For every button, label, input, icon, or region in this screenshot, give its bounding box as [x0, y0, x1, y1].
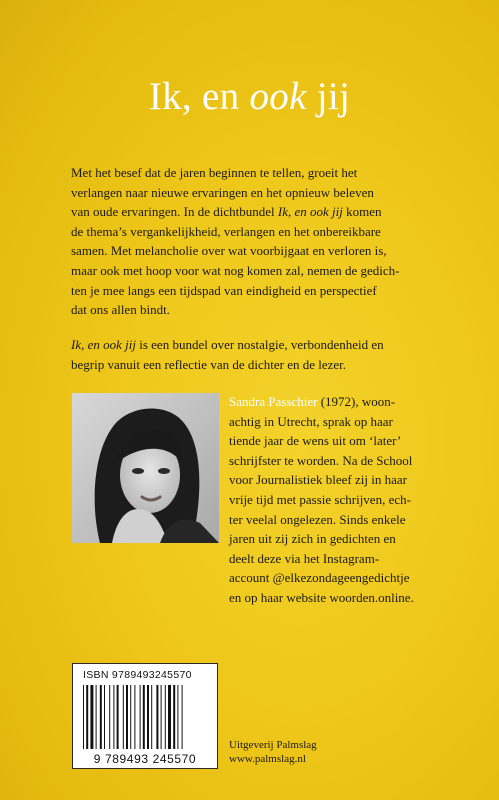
bio-line: en op haar website woorden.online.: [229, 589, 414, 605]
barcode-bar: [126, 685, 128, 749]
barcode-bar: [161, 685, 162, 749]
bio-line: vrije tijd met passie schrijven, ech-: [229, 491, 411, 507]
barcode-digits: 9 789493 245570: [93, 752, 197, 766]
barcode-bar: [104, 685, 105, 749]
barcode-bar: [130, 685, 131, 749]
isbn-barcode: [72, 663, 218, 769]
barcode-bar: [96, 685, 97, 749]
publisher-name: Uitgeverij Palmslag: [229, 739, 317, 751]
blurb-line: verlangen naar nieuwe ervaringen en het opnieuw beleven: [71, 184, 374, 200]
barcode-bar: [123, 685, 124, 749]
title-part-3: jij: [306, 75, 351, 118]
barcode-bar: [100, 685, 102, 749]
blurb-paragraph-1: [71, 163, 431, 320]
barcode-bar: [173, 685, 175, 749]
barcode-bar: [143, 685, 145, 749]
barcode-bar: [147, 685, 149, 749]
barcode-bar: [140, 685, 141, 749]
publisher-info: [229, 738, 317, 766]
blurb-line: de thema’s vergankelijkheid, verlangen en het onbereikbare: [71, 223, 381, 239]
barcode-bar: [109, 685, 110, 749]
isbn-number: ISBN 9789493245570: [83, 669, 192, 681]
barcode-bar: [117, 685, 119, 749]
blurb-line: ten je mee langs een tijdspad van eindigheid en perspectief: [71, 282, 377, 298]
blurb-line: is een bundel over nostalgie, verbondenheid en: [135, 337, 384, 352]
barcode-bar: [86, 685, 88, 749]
blurb-line: begrip vanuit een reflectie van de dichter en de lezer.: [71, 356, 347, 372]
bio-line: (1972), woon-: [317, 394, 396, 409]
barcode-bar: [177, 685, 178, 749]
bio-line: ter veelal ongelezen. Sinds enkele: [229, 511, 406, 527]
publisher-website: www.palmslag.nl: [229, 753, 306, 765]
author-bio: [229, 392, 437, 608]
bio-line: account @elkezondageengedichtje: [229, 570, 410, 586]
title-part-1: Ik, en: [148, 75, 250, 118]
blurb-paragraph-2: [71, 335, 431, 374]
barcode-bar: [165, 685, 166, 749]
author-photo: [72, 393, 219, 543]
bio-line: achtig in Utrecht, sprak op haar: [229, 413, 393, 429]
blurb-line: dat ons allen bindt.: [71, 302, 170, 318]
blurb-line: van oude ervaringen. In de dichtbundel: [71, 204, 278, 220]
blurb-book-title: Ik, en ook jij: [277, 204, 343, 220]
barcode-bar: [113, 685, 114, 749]
author-portrait-icon: [72, 393, 219, 543]
barcode-bar: [83, 685, 84, 749]
bio-line: voor Journalistiek bleef zij in haar: [229, 472, 407, 488]
bio-line: schrijfster te worden. Na de School: [229, 452, 413, 468]
barcode-bar: [182, 685, 183, 749]
barcode-bars-icon: [81, 685, 211, 751]
barcode-bar: [156, 685, 158, 749]
bio-line: deelt deze via het Instagram-: [229, 550, 380, 566]
title-part-2: ook: [249, 75, 307, 118]
bio-line: jaren uit zij zich in gedichten en: [229, 531, 396, 547]
book-title: [0, 74, 499, 119]
barcode-bar: [90, 685, 93, 749]
blurb-line: Met het besef dat de jaren beginnen te tellen, groeit het: [71, 165, 358, 180]
blurb-line: maar ook met hoop voor wat nog komen zal, nemen de gedich-: [71, 262, 400, 278]
barcode-bar: [151, 685, 152, 749]
blurb-line: komen: [342, 204, 382, 220]
bio-line: tiende jaar de wens uit om ‘later’: [229, 433, 402, 449]
blurb-book-title: Ik, en ook jij: [71, 337, 136, 352]
barcode-bar: [168, 685, 171, 749]
barcode-bar: [134, 685, 135, 749]
author-name: Sandra Passchier: [229, 394, 318, 409]
blurb-line: samen. Met melancholie over wat voorbijgaat en verloren is,: [71, 243, 387, 259]
